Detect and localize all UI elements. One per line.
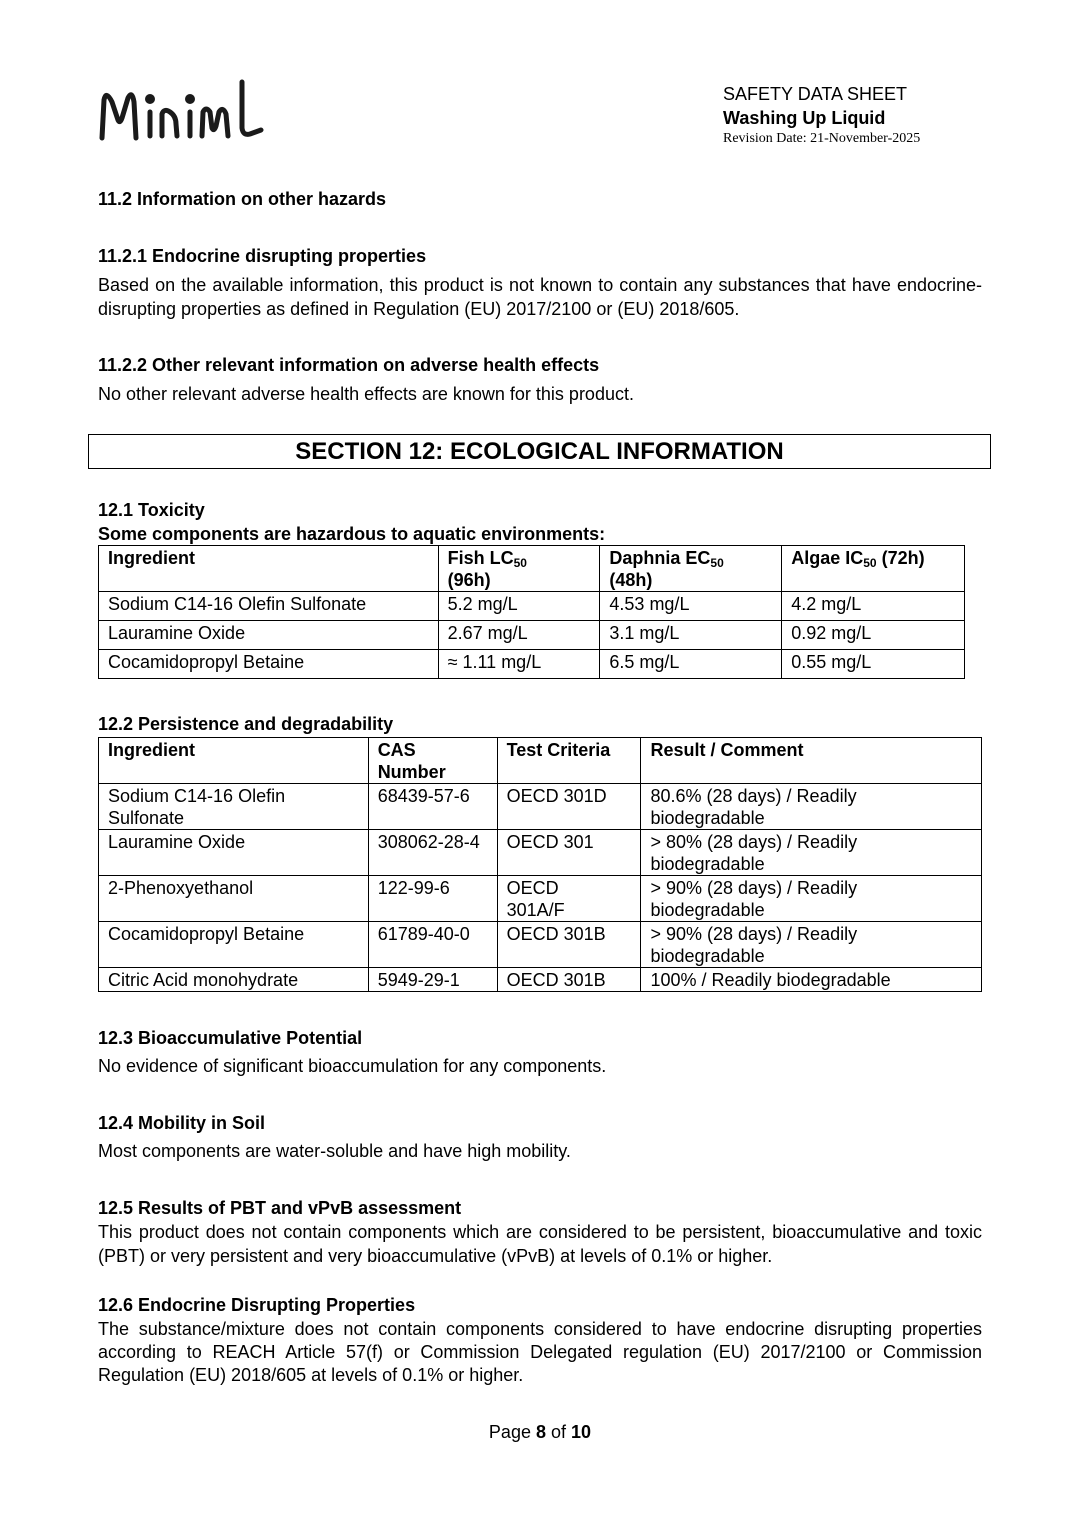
cell-ingredient: Lauramine Oxide <box>99 830 369 876</box>
heading-12-6: 12.6 Endocrine Disrupting Properties <box>98 1295 416 1315</box>
col-ingredient: Ingredient <box>99 546 439 592</box>
text-11-2-1: Based on the available information, this product is not known to contain any substances that have endocrine-disrupting properties as defined in Regulation (EU) 2017/2100 or (EU) 2018/605. <box>98 275 982 319</box>
cell-fish: 2.67 mg/L <box>438 621 600 650</box>
cell-test: OECD 301B <box>497 968 641 992</box>
product-name: Washing Up Liquid <box>723 108 886 128</box>
heading-11-2: 11.2 Information on other hazards <box>98 189 387 209</box>
col-ingredient: Ingredient <box>99 738 369 784</box>
col-test: Test Criteria <box>497 738 641 784</box>
persistence-table <box>98 737 982 992</box>
text-12-5: This product does not contain components which are considered to be persistent, bioaccumulative and toxic (PBT) or very persistent and very bioaccumulative (vPvB) at levels of 0.1% or higher. <box>98 1222 982 1266</box>
cell-daphnia: 3.1 mg/L <box>600 621 782 650</box>
table-row <box>99 784 982 830</box>
table-row <box>99 922 982 968</box>
cell-cas: 68439-57-6 <box>368 784 497 830</box>
col-result: Result / Comment <box>641 738 982 784</box>
text-12-4: Most components are water-soluble and have high mobility. <box>98 1141 571 1161</box>
cell-ingredient: Cocamidopropyl Betaine <box>99 650 439 679</box>
cell-result: > 90% (28 days) / Readily biodegradable <box>641 876 982 922</box>
cell-ingredient: Cocamidopropyl Betaine <box>99 922 369 968</box>
col-algae: Algae $IC_{50}$ (72h) <box>782 546 965 592</box>
revision-date: Revision Date: 21-November-2025 <box>723 131 921 146</box>
cell-algae: 0.92 mg/L <box>782 621 965 650</box>
heading-12-5: 12.5 Results of PBT and vPvB assessment <box>98 1198 462 1218</box>
table-header-row <box>99 738 982 784</box>
table-row <box>99 650 965 679</box>
document-header <box>723 82 920 148</box>
heading-11-2-1: 11.2.1 Endocrine disrupting properties <box>98 246 427 266</box>
table-row <box>99 968 982 992</box>
cell-test: OECD 301D <box>497 784 641 830</box>
cell-ingredient: Sodium C14-16 Olefin Sulfonate <box>99 592 439 621</box>
cell-result: > 90% (28 days) / Readily biodegradable <box>641 922 982 968</box>
col-cas: CAS Number <box>368 738 497 784</box>
table-row <box>99 592 965 621</box>
miniml-logo <box>98 72 268 150</box>
heading-11-2-2: 11.2.2 Other relevant information on adverse health effects <box>98 355 600 375</box>
col-fish: Fish $LC_{50}$ (96h) <box>438 546 600 592</box>
toxicity-subtitle: Some components are hazardous to aquatic environments: <box>98 524 606 544</box>
cell-fish: 5.2 mg/L <box>438 592 600 621</box>
cell-cas: 308062-28-4 <box>368 830 497 876</box>
text-11-2-2: No other relevant adverse health effects are known for this product. <box>98 384 634 404</box>
cell-result: > 80% (28 days) / Readily biodegradable <box>641 830 982 876</box>
cell-ingredient: Lauramine Oxide <box>99 621 439 650</box>
cell-cas: 5949-29-1 <box>368 968 497 992</box>
doc-type: SAFETY DATA SHEET <box>723 84 908 104</box>
section-12-banner: SECTION 12: ECOLOGICAL INFORMATION <box>88 434 991 469</box>
text-12-6: The substance/mixture does not contain components considered to have endocrine disrupting properties according to REACH Article 57(f) or Commission Delegated regulation (EU) 2017/2100 or Commission Regulation (EU) 2018/605 at levels of 0.1% or higher. <box>98 1319 982 1385</box>
cell-daphnia: 4.53 mg/L <box>600 592 782 621</box>
cell-result: 100% / Readily biodegradable <box>641 968 982 992</box>
cell-test: OECD 301 <box>497 830 641 876</box>
heading-12-1: 12.1 Toxicity <box>98 500 205 520</box>
cell-algae: 4.2 mg/L <box>782 592 965 621</box>
toxicity-table <box>98 545 965 679</box>
table-row <box>99 830 982 876</box>
table-row <box>99 876 982 922</box>
table-header-row <box>99 546 965 592</box>
text-12-3: No evidence of significant bioaccumulation for any components. <box>98 1056 607 1076</box>
heading-12-2: 12.2 Persistence and degradability <box>98 714 394 734</box>
page-number: Page 8 of 10 <box>488 1422 592 1442</box>
cell-ingredient: Citric Acid monohydrate <box>99 968 369 992</box>
col-daphnia: Daphnia $EC_{50}$ (48h) <box>600 546 782 592</box>
cell-fish: ≈ 1.11 mg/L <box>438 650 600 679</box>
cell-ingredient: Sodium C14-16 Olefin Sulfonate <box>99 784 369 830</box>
heading-12-4: 12.4 Mobility in Soil <box>98 1113 266 1133</box>
cell-algae: 0.55 mg/L <box>782 650 965 679</box>
cell-cas: 122-99-6 <box>368 876 497 922</box>
table-row <box>99 621 965 650</box>
cell-cas: 61789-40-0 <box>368 922 497 968</box>
cell-daphnia: 6.5 mg/L <box>600 650 782 679</box>
cell-test: OECD 301B <box>497 922 641 968</box>
cell-ingredient: 2-Phenoxyethanol <box>99 876 369 922</box>
cell-result: 80.6% (28 days) / Readily biodegradable <box>641 784 982 830</box>
cell-test: OECD 301A/F <box>497 876 641 922</box>
heading-12-3: 12.3 Bioaccumulative Potential <box>98 1028 363 1048</box>
